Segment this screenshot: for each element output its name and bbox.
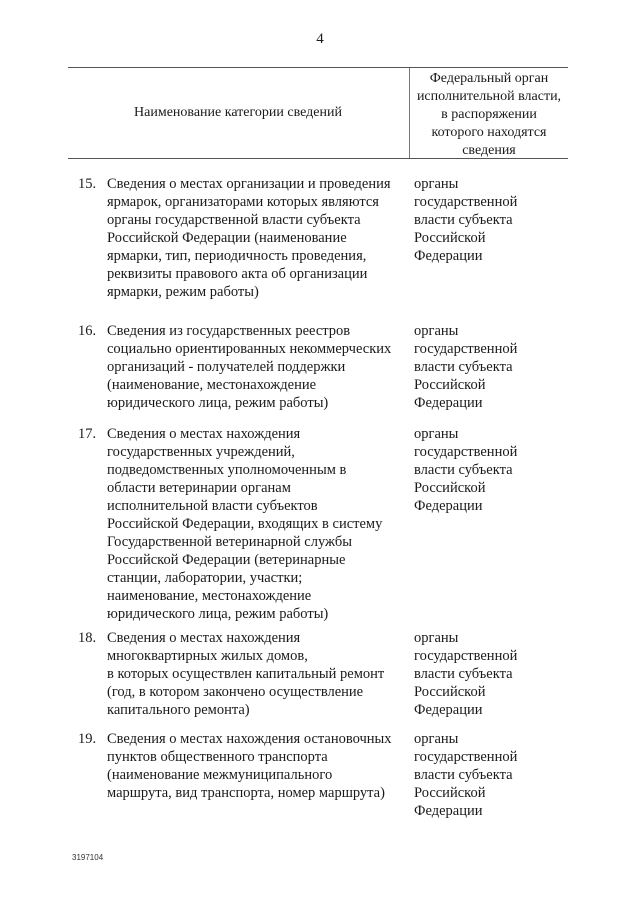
header-category-name <box>68 68 408 158</box>
table-body <box>0 175 640 830</box>
header-category-name-label: Наименование категории сведений <box>134 105 342 120</box>
row-authority: органы государственной власти субъекта Российской Федерации <box>414 176 518 264</box>
header-authority: Федеральный орган исполнительной власти, в распоряжении которого находятся сведения <box>416 71 562 158</box>
table-row <box>0 425 640 629</box>
row-authority: органы государственной власти субъекта Российской Федерации <box>414 731 518 819</box>
table-row <box>0 322 640 425</box>
table-row <box>0 629 640 730</box>
row-authority: органы государственной власти субъекта Российской Федерации <box>414 426 518 514</box>
document-code: 3197104 <box>72 853 104 862</box>
row-number: 15. <box>78 176 97 192</box>
table-header <box>68 67 568 159</box>
page-number: 4 <box>316 31 324 47</box>
row-description: Сведения о местах нахождения многоквартирных жилых домов, в которых осуществлен капитальный ремонт (год, в котором закончено осуществление капитального ремонта) <box>107 630 385 718</box>
row-description: Сведения о местах нахождения остановочных пунктов общественного транспорта (наименование межмуниципального маршрута, вид транспорта, номер маршрута) <box>107 731 392 801</box>
row-description: Сведения о местах организации и проведения ярмарок, организаторами которых являются органы государственной власти субъекта Российской Федерации (наименование ярмарки, тип, периодичность проведения, реквизиты правового акта об организации ярмарки, режим работы) <box>107 176 391 300</box>
table-row <box>0 730 640 830</box>
row-description: Сведения из государственных реестров социально ориентированных некоммерческих организаций - получателей поддержки (наименование, местонахождение юридического лица, режим работы) <box>107 323 392 411</box>
table-row <box>0 175 640 322</box>
row-number: 19. <box>78 731 97 747</box>
row-authority: органы государственной власти субъекта Российской Федерации <box>414 323 518 411</box>
row-number: 18. <box>78 630 97 646</box>
row-description: Сведения о местах нахождения государственных учреждений, подведомственных уполномоченным в области ветеринарии органам исполнительной власти субъектов Российской Федерации, входящих в систему Государственной ветеринарной службы Российской Федерации (ветеринарные станции, лаборатории, участки; наименование, местонахождение юридического лица, режим работы) <box>107 426 383 622</box>
row-authority: органы государственной власти субъекта Российской Федерации <box>414 630 518 718</box>
row-number: 17. <box>78 426 97 442</box>
row-number: 16. <box>78 323 97 339</box>
